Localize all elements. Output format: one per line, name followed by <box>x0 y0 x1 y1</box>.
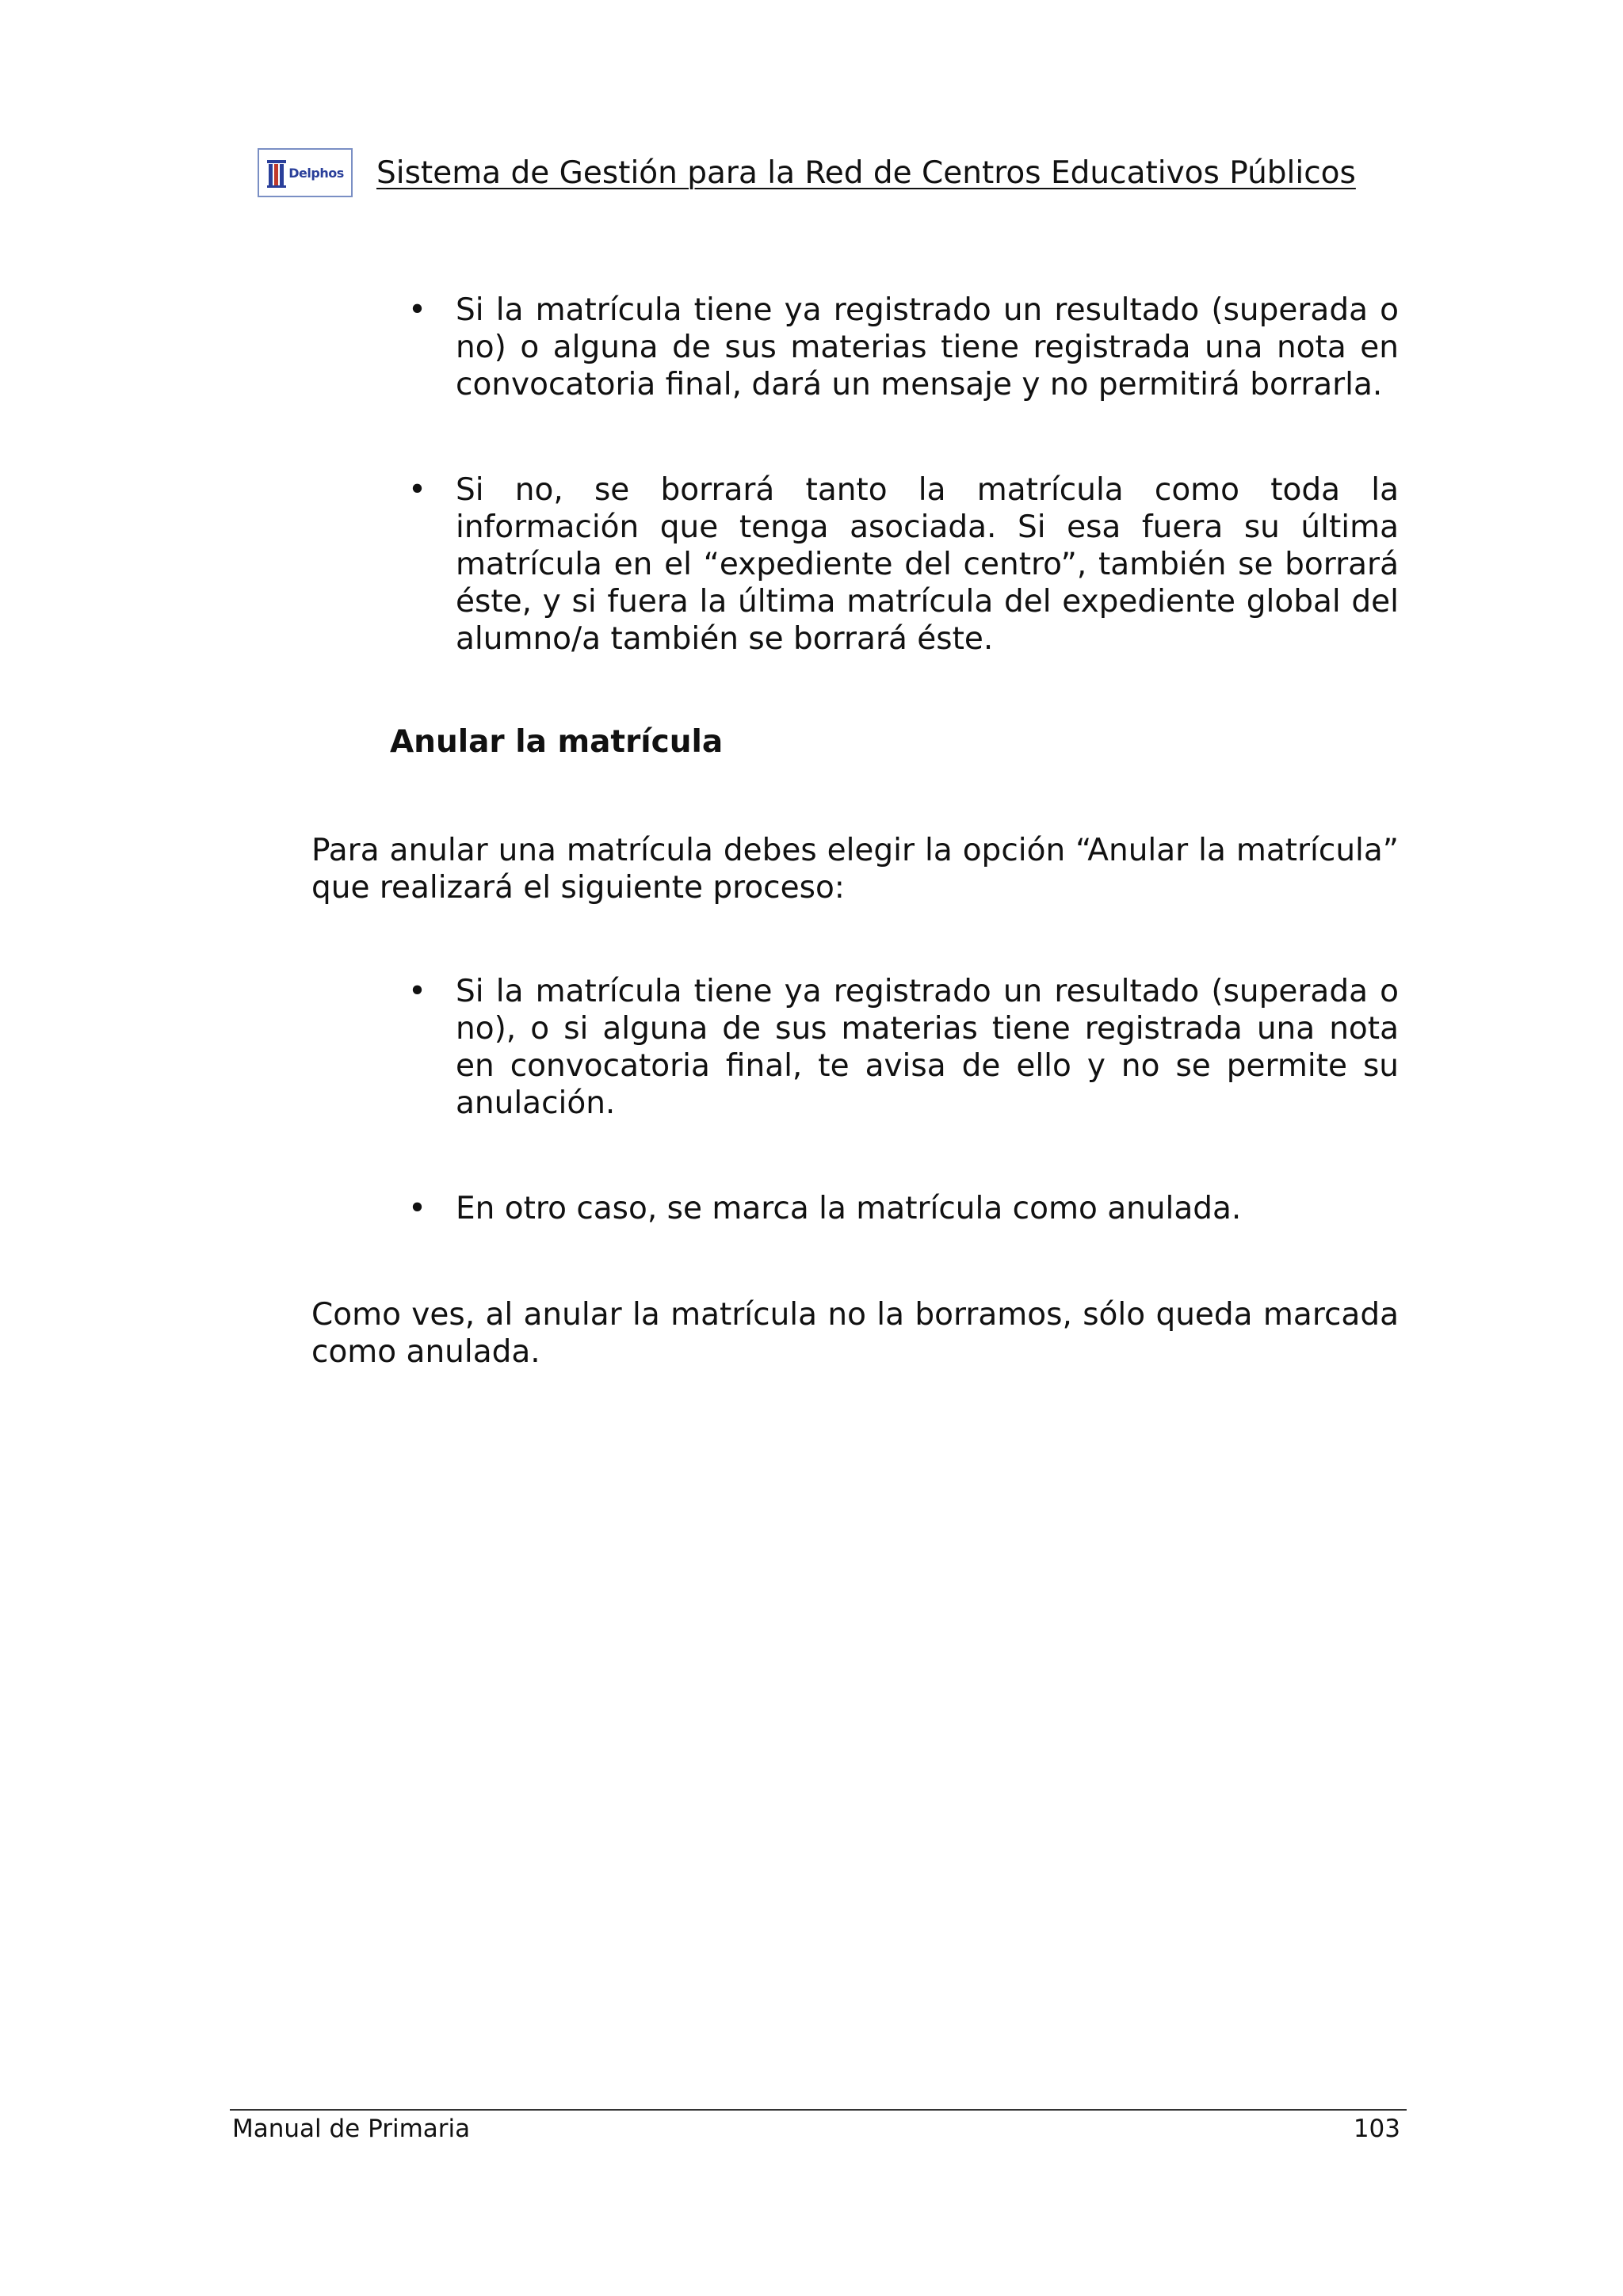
bullet-marker: • <box>408 1191 427 1226</box>
list-item: Si no, se borrará tanto la matrícula como toda la información que tenga asociada. Si esa fuera su última matrícula en el “expediente del centro”, también se borrará éste, y si fuera la última matrícula del expediente global del alumno/a también se borrará éste. <box>456 472 1399 657</box>
bullet-marker: • <box>408 292 427 328</box>
logo-text: Delphos <box>288 165 344 181</box>
page-header <box>258 147 1356 199</box>
list-item: En otro caso, se marca la matrícula como anulada. <box>456 1191 1242 1226</box>
closing-paragraph: Como ves, al anular la matrícula no la borramos, sólo queda marcada como anulada. <box>311 1297 1399 1370</box>
bullet-marker: • <box>408 472 427 508</box>
page-number: 103 <box>1353 2115 1400 2143</box>
list-item: Si la matrícula tiene ya registrado un resultado (superada o no) o alguna de sus materias tiene registrada una nota en convocatoria final, dará un mensaje y no permitirá borrarla. <box>456 292 1399 402</box>
footer-divider <box>230 2109 1407 2111</box>
header-title: Sistema de Gestión para la Red de Centros Educativos Públicos <box>376 154 1356 191</box>
bullet-marker: • <box>408 974 427 1009</box>
delphos-logo <box>258 148 353 197</box>
list-item: Si la matrícula tiene ya registrado un resultado (superada o no), o si alguna de sus materias tiene registrada una nota en convocatoria final, te avisa de ello y no se permite su anulación. <box>456 974 1399 1121</box>
columns-icon <box>266 157 287 189</box>
intro-paragraph: Para anular una matrícula debes elegir la opción “Anular la matrícula” que realizará el siguiente proceso: <box>311 833 1399 906</box>
section-heading: Anular la matrícula <box>390 724 724 760</box>
footer-manual-title: Manual de Primaria <box>232 2115 471 2143</box>
